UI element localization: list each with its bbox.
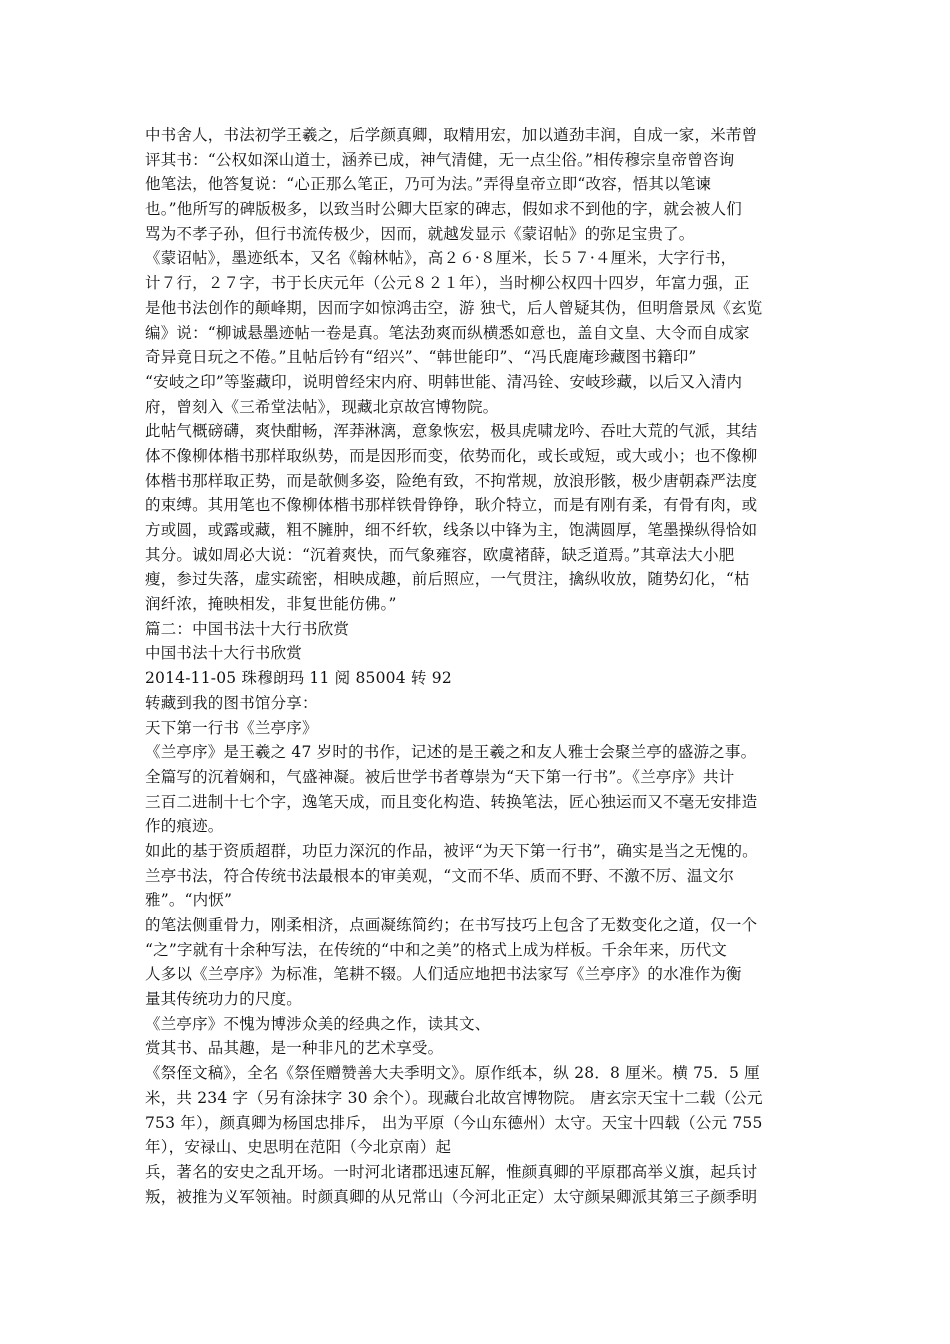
text-line: 府，曾刻入《三希堂法帖》，现藏北京故宫博物院。	[145, 397, 499, 416]
text-line: 是他书法创作的颠峰期，因而字如惊鸿击空，游 独弋，后人曾疑其伪，但明詹景凤《玄览	[145, 298, 763, 317]
text-line: 兰亭书法，符合传统书法最根本的审美观，“文而不华、质而不野、不激不厉、温文尔	[145, 866, 735, 885]
text-line: 《兰亭序》不愧为博涉众美的经典之作，读其文、	[145, 1014, 491, 1033]
text-line: 计７行，２７字，书于长庆元年（公元８２１年），当时柳公权四十四岁，年富力强，正	[145, 274, 750, 293]
text-line: 中国书法十大行书欣赏	[145, 644, 303, 663]
text-line: 《兰亭序》是王羲之 47 岁时的书作，记述的是王羲之和友人雅士会聚兰亭的盛游之事。	[145, 743, 757, 762]
text-line: 他笔法，他答复说：“心正那么笔正，乃可为法。”弄得皇帝立即“改容，悟其以笔谏	[145, 175, 712, 194]
text-line: 2014-11-05 珠穆朗玛 11 阅 85004 转 92	[145, 669, 452, 688]
document-body	[145, 123, 825, 1209]
text-line: 人多以《兰亭序》为标准，笔耕不辍。人们适应地把书法家写《兰亭序》的水准作为衡	[145, 965, 742, 984]
text-line: 其分。诚如周必大说：“沉着爽快，而气象雍容，欧虞褚薛，缺乏道焉。”其章法大小肥	[145, 545, 735, 564]
text-line: 叛，被推为义军领袖。时颜真卿的从兄常山（今河北正定）太守颜杲卿派其第三子颜季明	[145, 1187, 758, 1206]
text-line: 作的痕迹。	[145, 817, 224, 836]
text-line: 中书舍人，书法初学王羲之，后学颜真卿，取精用宏，加以遒劲丰润，自成一家，米芾曾	[145, 126, 758, 144]
text-line: 《祭侄文稿》，全名《祭侄赠赞善大夫季明文》。原作纸本，纵 28．8 厘米。横 75．5 厘	[145, 1064, 760, 1083]
text-line: 奇异竟日玩之不倦。”且帖后钤有“绍兴”、“韩世能印”、“冯氏鹿庵珍藏图书籍印”	[145, 348, 697, 367]
text-line: 753 年），颜真卿为杨国忠排斥， 出为平原（今山东德州）太守。天宝十四载（公元 755	[145, 1113, 763, 1132]
text-line: 瘦，参过失落，虚实疏密，相映成趣，前后照应，一气贯注，擒纵收放，随势幻化，“枯	[145, 570, 750, 589]
text-line: “安岐之印”等鉴藏印，说明曾经宋内府、明韩世能、清冯铨、安岐珍藏，以后又入清内	[145, 372, 743, 391]
text-line: 骂为不孝子孙，但行书流传极少，因而，就越发显示《蒙诏帖》的弥足宝贵了。	[145, 224, 695, 243]
text-line: 体楷书那样取正势，而是欹侧多姿，险绝有致，不拘常规，放浪形骸，极少唐朝森严法度	[145, 471, 758, 490]
text-line: 如此的基于资质超群，功臣力深沉的作品，被评“为天下第一行书”，确实是当之无愧的。	[145, 841, 758, 860]
text-line: 《蒙诏帖》，墨迹纸本，又名《翰林帖》，高２６·８厘米，长５７·４厘米，大字行书，	[145, 249, 737, 268]
text-line: 篇二：中国书法十大行书欣赏	[145, 619, 350, 638]
text-line: 赏其书、品其趣，是一种非凡的艺术享受。	[145, 1039, 444, 1058]
text-line: 编》说：“柳诚悬墨迹帖一卷是真。笔法劲爽而纵横悉如意也，盖自文皇、大令而自成家	[145, 323, 750, 342]
text-line: 米，共 234 字（另有涂抹字 30 余个）。现藏台北故宫博物院。 唐玄宗天宝十二载（公元	[145, 1088, 763, 1107]
text-line: 的笔法侧重骨力，刚柔相济，点画凝练简约；在书写技巧上包含了无数变化之道，仅一个	[145, 916, 758, 934]
text-line: 体不像柳体楷书那样取纵势，而是因形而变，依势而化，或长或短，或大或小；也不像柳	[145, 446, 758, 465]
text-line: 方或圆，或露或藏，粗不臃肿，细不纤软，线条以中锋为主，饱满圆厚，笔墨操纵得恰如	[145, 521, 758, 539]
text-line: 转藏到我的图书馆分享：	[145, 693, 318, 712]
text-line: 兵，著名的安史之乱开场。一时河北诸郡迅速瓦解，惟颜真卿的平原郡高举义旗，起兵讨	[145, 1162, 758, 1181]
text-line: 年），安禄山、史思明在范阳（今北京南）起	[145, 1138, 452, 1157]
text-line: 的束缚。其用笔也不像柳体楷书那样铁骨铮铮，耿介特立，而是有刚有柔，有骨有肉，或	[145, 496, 758, 515]
text-line: “之”字就有十余种写法，在传统的“中和之美”的格式上成为样板。千余年来，历代文	[145, 940, 727, 959]
text-line: 评其书：“公权如深山道士，涵养已成，神气清健，无一点尘俗。”相传穆宗皇帝曾咨询	[145, 150, 735, 169]
text-line: 此帖气概磅礴，爽快酣畅，浑莽淋漓，意象恢宏，极具虎啸龙吟、吞吐大荒的气派，其结	[145, 422, 758, 441]
text-line: 也。”他所写的碑版极多，以致当时公卿大臣家的碑志，假如求不到他的字，就会被人们	[145, 200, 742, 219]
text-line: 雅”。“内恹”	[145, 891, 233, 910]
text-line: 量其传统功力的尺度。	[145, 990, 303, 1009]
text-line: 全篇写的沉着娴和，气盛神凝。被后世学书者尊崇为“天下第一行书”。《兰亭序》共计	[145, 767, 735, 786]
text-line: 三百二进制十七个字，逸笔天成，而且变化构造、转换笔法，匠心独运而又不毫无安排造	[145, 792, 758, 811]
text-line: 润纤浓，掩映相发，非复世能仿佛。”	[145, 595, 397, 614]
text-line: 天下第一行书《兰亭序》	[145, 718, 318, 737]
